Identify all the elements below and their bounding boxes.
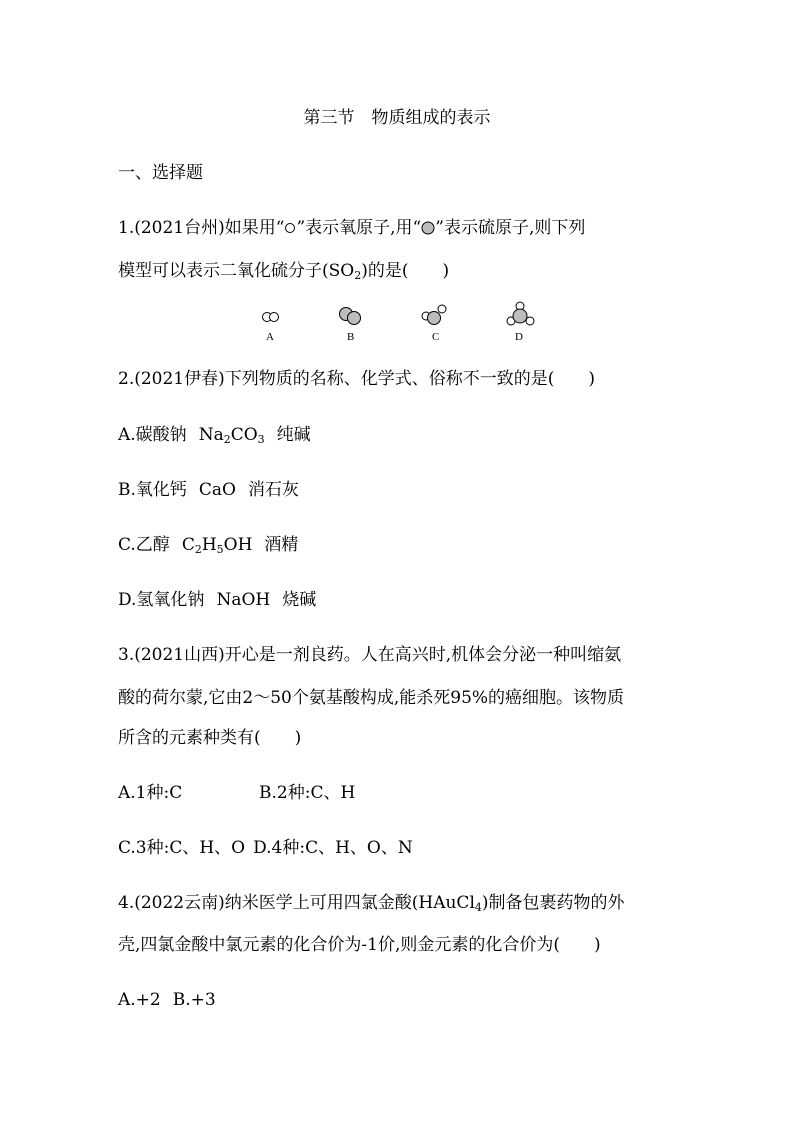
sulfur-atom-icon (421, 221, 435, 235)
q3-option-d: D.4种:C、H、O、N (253, 838, 413, 858)
q3-line1: 3.(2021山西)开心是一剂良药。人在高兴时,机体会分泌一种叫缩氨 (118, 645, 622, 665)
molecule-b-icon (337, 305, 365, 327)
section-heading: 一、选择题 (118, 163, 203, 183)
q3-options-row2 (118, 836, 413, 860)
q4-line1: 4.(2022云南)纳米医学上可用四氯金酸(HAuCl$_4$)制备包裹药物的外 (118, 893, 625, 914)
q4-option-b: B.+3 (172, 990, 216, 1010)
q3-options-row1 (118, 781, 182, 805)
q2-stem: 2.(2021伊春)下列物质的名称、化学式、俗称不一致的是( ) (118, 369, 596, 389)
q2-option-d: D.氢氧化钠 NaOH 烧碱 (118, 590, 317, 610)
oxygen-atom-icon (284, 222, 296, 234)
q3-option-a: A.1种:C (118, 783, 183, 803)
molecule-a-icon (260, 310, 284, 324)
q2-option-b: B.氧化钙 CaO 消石灰 (118, 480, 299, 500)
molecule-label-d: D (515, 331, 523, 343)
molecule-c-icon (420, 302, 450, 328)
q4-options (118, 988, 216, 1012)
q3-line3: 所含的元素种类有( ) (118, 728, 302, 748)
q3-line2: 酸的荷尔蒙,它由2～50个氨基酸构成,能杀死95%的癌细胞。该物质 (118, 688, 625, 708)
q4-option-a: A.+2 (118, 990, 161, 1010)
molecule-d-icon (505, 300, 537, 330)
q2-option-c: C.乙醇 $C_2H_5OH$ 酒精 (118, 535, 299, 556)
molecule-label-c: C (432, 331, 440, 343)
q2-option-a: A.碳酸钠 $Na_2CO_3$ 纯碱 (118, 425, 311, 446)
q3-option-b: B.2种:C、H (259, 783, 356, 803)
q4-line2: 壳,四氯金酸中氯元素的化合价为-1价,则金元素的化合价为( ) (118, 935, 601, 955)
q1-line1: 1.(2021台州)如果用“ ”表示氧原子,用“ ”表示硫原子,则下列 (118, 218, 586, 238)
q1-line2: 模型可以表示二氧化硫分子$(SO_2)$的是( ) (118, 261, 450, 282)
molecule-label-a: A (266, 331, 274, 343)
molecule-label-b: B (347, 331, 355, 343)
q3-option-c: C.3种:C、H、O (118, 838, 246, 858)
molecule-models (250, 300, 550, 346)
page-title: 第三节 物质组成的表示 (303, 108, 491, 128)
